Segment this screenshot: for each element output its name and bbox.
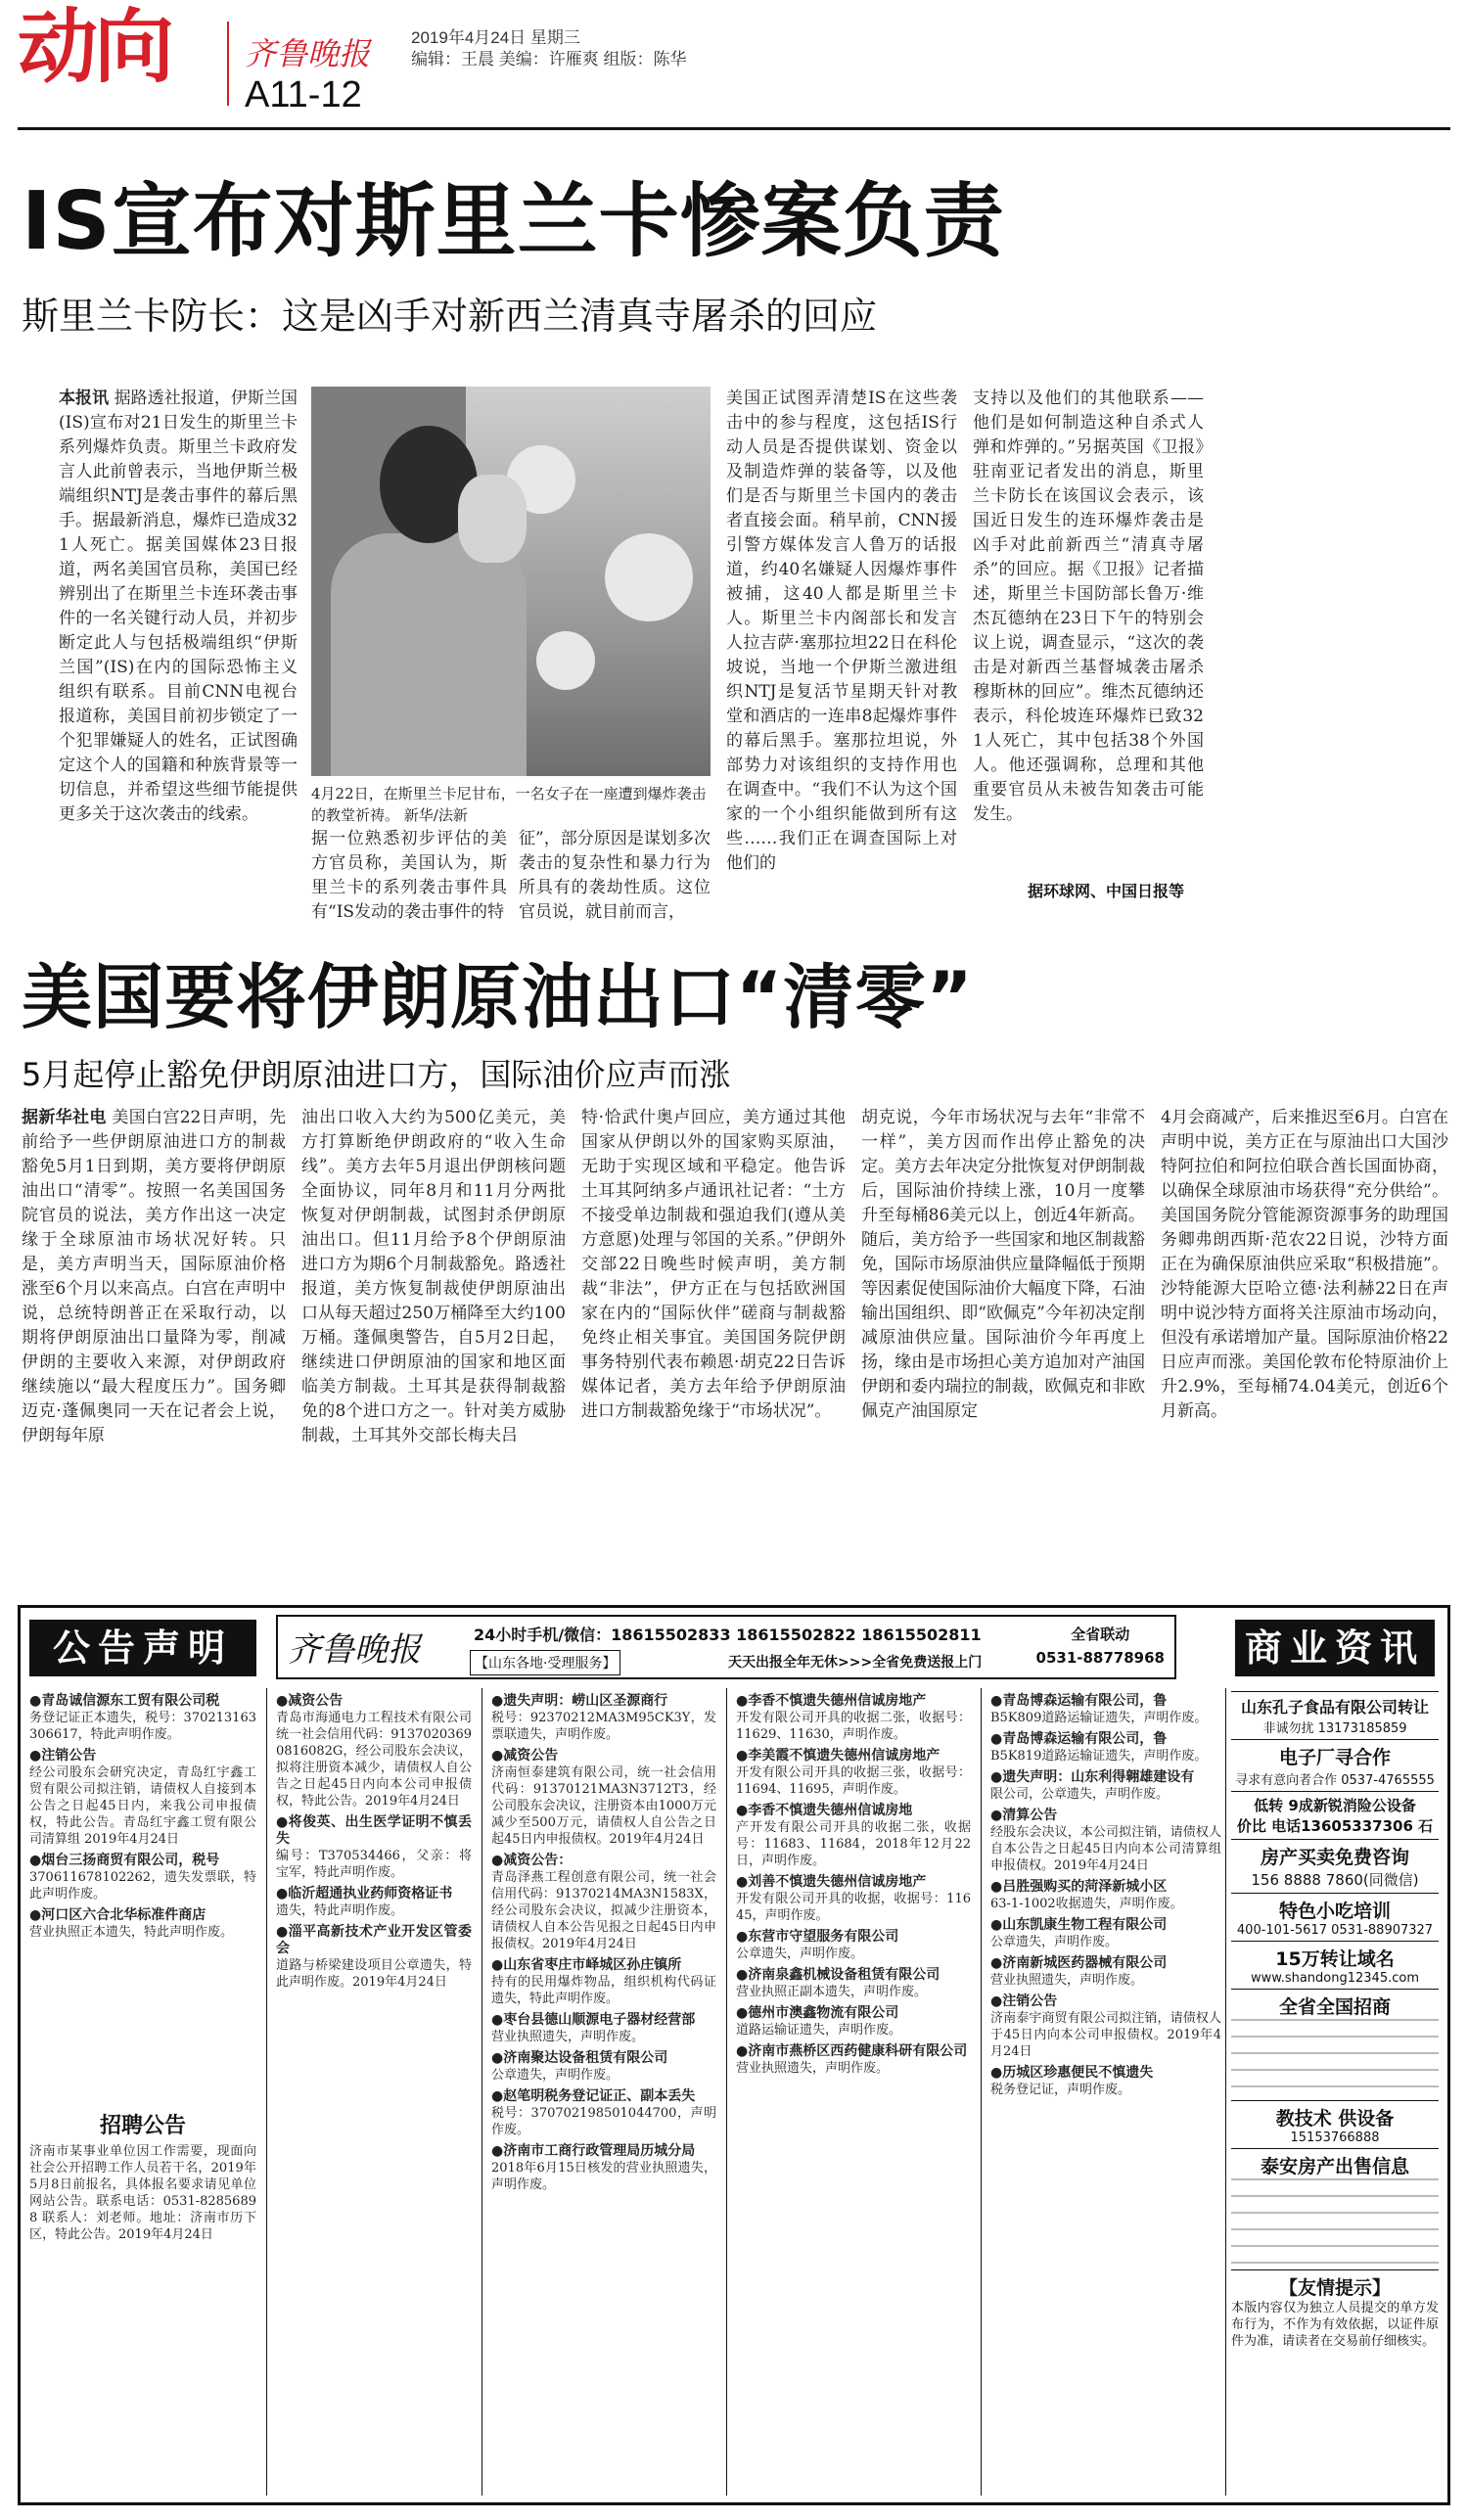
editor-credits: 编辑：王晨 美编：许雁爽 组版：陈华 (411, 50, 687, 69)
article2-col5: 4月会商减产，后来推迟至6月。白宫在声明中说，美方正在与原油出口大国沙特阿拉伯和阿拉伯联合酋长国面协商，以确保全球原油市场获得“充分供给”。美国国务院分管能源资源事务的助理国务卿弗朗西斯·范农22日说，沙特方面正在为确保原油供应采取“积极措施”。沙特能源大臣哈立德·法利赫22日在声明中说沙特方面将关注原油市场动向，但没有承诺增加产量。国际原油价格22日应声而涨。美国伦敦布伦特原油价上升2.9%，至每桶74.04美元，创近6个月新高。 (1161, 1108, 1448, 1421)
article1-lead: 本报讯 (59, 389, 110, 408)
article2-subhead: 5月起停止豁免伊朗原油进口方，国际油价应声而涨 (22, 1056, 731, 1093)
article1-col4: 美国正试图弄清楚IS在这些袭击中的参与程度，这包括IS行动人员是否提供谋划、资金以及制造炸弹的装备等，以及他们是否与斯里兰卡国内的袭击者直接会面。稍早前，CNN援引警方媒体发言人鲁万的话报道，约40名嫌疑人因爆炸事件被捕，这40人都是斯里兰卡人。斯里兰卡内阁部长和发言人拉吉萨·塞那拉坦22日在科伦坡说，当地一个伊斯兰激进组织NTJ是复活节星期天针对教堂和酒店的一连串8起爆炸事件的幕后黑手。塞那拉坦说，外部势力对该组织的支持作用也在调查中。“我们不认为这个国家的一个小组织能做到所有这些……我们正在调查国际上对他们的 (726, 389, 957, 873)
banner-phone: 24小时手机/微信：18615502833 18615502822 18615502811 (474, 1626, 982, 1644)
issue-date: 2019年4月24日 星期三 (411, 28, 580, 47)
article1-source: 据环球网、中国日报等 (1028, 882, 1185, 900)
article1-headline: IS宣布对斯里兰卡惨案负责 (22, 175, 1005, 268)
recruitment-body: 济南市某事业单位因工作需要，现面向社会公开招聘工作人员若干名，2019年5月8日前报名，具体报名要求请见单位网站公告。联系电话：0531-82856898 联系人：刘老师。地址：济南市历下区，特此公告。2019年4月24日 (29, 2144, 256, 2242)
article2-col3: 特·恰武什奥卢回应，美方通过其他国家从伊朗以外的国家购买原油，无助于实现区域和平稳定。他告诉土耳其阿纳多卢通讯社记者：“土方不接受单边制裁和强迫我们(遵从美方意愿)处理与邻国的关系。”伊朗外交部22日晚些时候声明，美方制裁“非法”，伊方正在与包括欧洲国家在内的“国际伙伴”磋商与制裁豁免终止相关事宜。美国国务院伊朗事务特别代表布赖恩·胡克22日告诉媒体记者，美方去年给予伊朗原油进口方制裁豁免缘于“市场状况”。 (581, 1108, 846, 1421)
ads-col2: ●减资公告 青岛市海通电力工程技术有限公司统一社会信用代码：91370203690816082G，经公司股东会决议，拟将注册资本减少，请债权人自公告之日起45日内向本公司申报债权，特此公告。2019年4月24日 ●将俊英、出生医学证明不慎丢失 编号：T370534466，父亲：将宝军，特此声明作废。 ●临沂超通执业药师资格证书 遗失，特此声明作废。 ●淄平高新技术产业开发区管委会 道路与桥梁建设项目公章遗失，特此声明作废。2019年4月24日 (276, 1693, 472, 1990)
ads-col3: ●遗失声明：崂山区圣源商行 税号：92370212MA3M95CK3Y，发票联遗失，声明作废。 ●减资公告 济南恒泰建筑有限公司，统一社会信用代码：91370121MA3N3712T3，经公司股东会决议，注册资本由1000万元减少至500万元，请债权人自公告之日起45日内申报债权。2019年4月24日 ●减资公告： 青岛泽燕工程创意有限公司，统一社会信用代码：91370214MA3N1583X，经公司股东会决议，拟减少注册资本，请债权人自本公告见报之日起45日内申报债权。2019年4月24日 ●山东省枣庄市峄城区孙庄镇所 持有的民用爆炸物品，组织机构代码证遗失，特此声明作废。 ●枣台县德山顺源电子器材经营部 营业执照遗失，声明作废。 ●济南聚达设备租赁有限公司 公章遗失，声明作废。 ●赵笔明税务登记证正、副本丢失 税号：370702198501044700，声明作废。 ●济南市工商行政管理局历城分局 2018年6月15日核发的营业执照遗失，声明作废。 (491, 1693, 716, 2192)
banner-hotline: 全省联动 0531-88778968 (1035, 1626, 1165, 1667)
article1-col1: 本报讯 据路透社报道，伊斯兰国(IS)宣布对21日发生的斯里兰卡系列爆炸负责。斯里兰卡政府发言人此前曾表示，当地伊斯兰极端组织NTJ是袭击事件的幕后黑手。据最新消息，爆炸已造成321人死亡。据美国媒体23日报道，两名美国官员称，美国已经辨别出了在斯里兰卡连环袭击事件的一名关键行动人员，并初步断定此人与包括极端组织“伊斯兰国”(IS)在内的国际恐怖主义组织有联系。目前CNN电视台报道称，美国目前初步锁定了一个犯罪嫌疑人的姓名，正试图确定这个人的国籍和种族背景等一切信息，并希望这些细节能提供更多关于这次袭击的线索。 (59, 389, 298, 824)
article1-subhead: 斯里兰卡防长：这是凶手对新西兰清真寺屠杀的回应 (22, 295, 878, 338)
header-rule (18, 127, 1450, 130)
ads-col4: ●李香不慎遗失德州信诚房地产 开发有限公司开具的收据二张，收据号：11629、11630，声明作废。 ●李美霞不慎遗失德州信诚房地产 开发有限公司开具的收据三张，收据号：11694、11695，声明作废。 ●李香不慎遗失德州信诚房地 产开发有限公司开具的收据二张，收据号：11683、11684，2018年12月22日，声明作废。 ●刘善不慎遗失德州信诚房地产 开发有限公司开具的收据，收据号：11645，声明作废。 ●东营市守望服务有限公司 公章遗失，声明作废。 ●济南泉鑫机械设备租赁有限公司 营业执照正副本遗失，声明作废。 ●德州市澳鑫物流有限公司 道路运输证遗失，声明作废。 ●济南市燕桥区西药健康科研有限公司 营业执照遗失，声明作废。 (736, 1693, 971, 2076)
page-number: A11-12 (245, 74, 362, 115)
banner-service: 【山东各地·受理服务】 (470, 1650, 620, 1675)
woman-figure (331, 533, 527, 776)
article1-col3: 征”，部分原因是谋划多次袭击的复杂性和暴力行为所具有的袭劫性质。这位官员说，就目前而言， (519, 829, 711, 922)
article2-lead: 据新华社电 (22, 1108, 107, 1127)
newspaper-service-banner (276, 1615, 1176, 1679)
notices-title: 公告声明 (29, 1620, 256, 1676)
business-info-title: 商业资讯 (1235, 1620, 1435, 1676)
recruitment-title: 招聘公告 (99, 2114, 186, 2138)
banner-tag: 天天出报全年无休>>>全省免费送报上门 (728, 1655, 983, 1671)
photo-caption: 4月22日，在斯里兰卡尼甘布，一名女子在一座遭到爆炸袭击的教堂祈祷。 新华/法新 (311, 785, 707, 824)
section-title: 动向 (18, 1, 171, 94)
article1-photo (311, 387, 711, 776)
header-divider (227, 22, 229, 106)
article1-col2: 据一位熟悉初步评估的美方官员称，美国认为，斯里兰卡的系列袭击事件具有“IS发动的袭击事件的特 (311, 829, 507, 922)
article2-col4: 胡克说，今年市场状况与去年“非常不一样”，美方因而作出停止豁免的决定。美方去年决定分批恢复对伊朗制裁后，国际油价持续上涨，10月一度攀升至每桶86美元以上，创近4年新高。随后，美方给予一些国家和地区制裁豁免，国际市场原油供应量降幅低于预期等因素促使国际油价大幅度下降，石油输出国组织、即“欧佩克”今年初决定削减原油供应量。国际油价今年再度上扬，缘由是市场担心美方追加对产油国伊朗和委内瑞拉的制裁，欧佩克和非欧佩克产油国原定 (861, 1108, 1145, 1421)
ads-col1: ●青岛诚信源东工贸有限公司税 务登记证正本遗失，税号：370213163306617，特此声明作废。 ●注销公告 经公司股东会研究决定，青岛红宇鑫工贸有限公司拟注销，请债权人自接到本公告之日起45日内，来我公司申报债权，特此公告。青岛红宇鑫工贸有限公司清算组 2019年4月24日 ●烟台三扬商贸有限公司，税号 370611678102262，遗失发票联，特此声明作废。 ●河口区六合北华标准件商店 营业执照正本遗失，特此声明作废。 (29, 1693, 256, 1940)
brand-logo: 齐鲁晚报 (245, 35, 371, 72)
banner-brand: 齐鲁晚报 (288, 1630, 421, 1670)
article2-headline: 美国要将伊朗原油出口“清零” (22, 956, 974, 1038)
business-info-column: 山东孔子食品有限公司转让 非诚勿扰 13173185859 电子厂寻合作 寻求有意向者合作 0537-4765555 低转 9成新锐消险公设备 价比 电话13605337306 石 房产买卖免费咨询 156 8888 7860(同微信) 特色小吃培训 400-101-5617 0531-88907327 15万转让域名 www.shandong12345.com 全省全国招商 教技术 供设备 15153766888 泰安房产出售信息 【友情提示】 本版内容仅为独立人员提交的单方发布行为，不作为有效依据，以证件原件为准，请读者在交易前仔细核实。 (1231, 1691, 1439, 2353)
article2-col1: 据新华社电 美国白宫22日声明，先前给予一些伊朗原油进口方的制裁豁免5月1日到期，美方要将伊朗原油出口“清零”。按照一名美国国务院官员的说法，美方作出这一决定缘于全球原油市场状况好转。只是，美方声明当天，国际原油价格涨至6个月以来高点。白宫在声明中说，总统特朗普正在采取行动，以期将伊朗原油出口量降为零，削减伊朗的主要收入来源，对伊朗政府继续施以“最大程度压力”。国务卿迈克·蓬佩奥同一天在记者会上说，伊朗每年原 (22, 1108, 286, 1445)
article2-col2: 油出口收入大约为500亿美元，美方打算断绝伊朗政府的“收入生命线”。美方去年5月退出伊朗核问题全面协议，同年8月和11月分两批恢复对伊朗制裁，试图封杀伊朗原油出口。但11月给予8个伊朗原油进口方为期6个月制裁豁免。路透社报道，美方恢复制裁使伊朗原油出口从每天超过250万桶降至大约100万桶。蓬佩奥警告，自5月2日起，继续进口伊朗原油的国家和地区面临美方制裁。土耳其是获得制裁豁免的8个进口方之一。针对美方威胁制裁，土耳其外交部长梅夫吕 (301, 1108, 566, 1445)
header-meta (411, 27, 686, 70)
ads-col5: ●青岛博森运输有限公司，鲁 B5K809道路运输证遗失，声明作废。 ●青岛博森运输有限公司，鲁 B5K819道路运输证遗失，声明作废。 ●遗失声明：山东利得翱雄建设有 限公司，公章遗失，声明作废。 ●清算公告 经股东会决议，本公司拟注销，请债权人自本公告之日起45日内向本公司清算组申报债权。2019年4月24日 ●吕胜强购买的菏泽新城小区 63-1-1002收据遗失，声明作废。 ●山东凯康生物工程有限公司 公章遗失，声明作废。 ●济南新城医药器械有限公司 营业执照遗失，声明作废。 ●注销公告 济南泰宇商贸有限公司拟注销，请债权人于45日内向本公司申报债权。2019年4月24日 ●历城区珍惠便民不慎遗失 税务登记证，声明作废。 (990, 1693, 1221, 2097)
article1-col5: 支持以及他们的其他联系——他们是如何制造这种自杀式人弹和炸弹的。”另据英国《卫报》驻南亚记者发出的消息，斯里兰卡防长在该国议会表示，该国近日发生的连环爆炸袭击是凶手对此前新西兰“清真寺屠杀”的回应。据《卫报》记者描述，斯里兰卡国防部长鲁万·维杰瓦德纳在23日下午的特别会议上说，调查显示，“这次的袭击是对新西兰基督城袭击屠杀穆斯林的回应”。维杰瓦德纳还表示，科伦坡连环爆炸已致321人死亡，其中包括38个外国人。他还强调称，总理和其他重要官员从未被告知袭击可能发生。 (973, 389, 1204, 824)
